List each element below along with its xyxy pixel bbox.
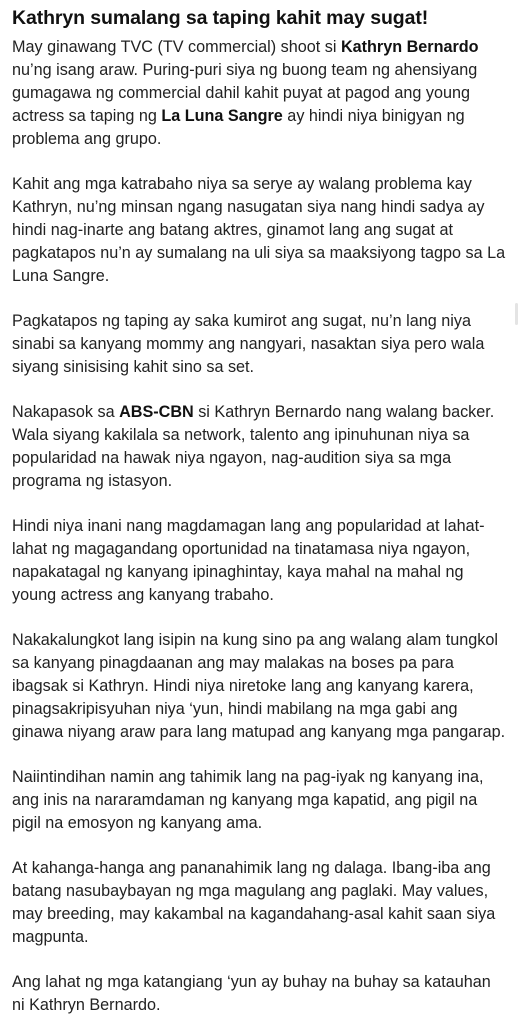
- paragraph-4: [12, 401, 506, 493]
- paragraph-7: Naiintindihan namin ang tahimik lang na pag-iyak ng kanyang ina, ang inis na nararamdaman ng kanyang mga kapatid, ang pigil na pigil na emosyon ng kanyang ama.: [12, 768, 484, 832]
- paragraph-1-text-e: ay hindi niya binigyan ng problema ang grupo.: [12, 107, 465, 148]
- paragraph-5: Hindi niya inani nang magdamagan lang ang popularidad at lahat-lahat ng magagandang oportunidad na tinatamasa niya ngayon, napakatagal ng kanyang ipinaghintay, kaya mahal na mahal ng young actress ang kanyang trabaho.: [12, 517, 485, 604]
- paragraph-1-text-c: nu’ng isang araw. Puring-puri siya ng buong team ng ahensiyang gumagawa ng commercial dahil kahit puyat at pagod ang young actress sa taping ng: [12, 61, 478, 125]
- paragraph-4-text-c: si Kathryn Bernardo nang walang backer. Wala siyang kakilala sa network, talento ang ipinuhunan niya sa popularidad na hawak niya ngayon, nag-audition siya sa mga programa ng istasyon.: [12, 403, 495, 490]
- paragraph-4-text-a: Nakapasok sa: [12, 403, 120, 421]
- network-abs-cbn: ABS-CBN: [119, 403, 194, 421]
- paragraph-9: Ang lahat ng mga katangiang ‘yun ay buhay na buhay sa katauhan ni Kathryn Bernardo.: [12, 973, 491, 1014]
- article-headline: Kathryn sumalang sa taping kahit may sugat!: [12, 7, 429, 29]
- paragraph-8: At kahanga-hanga ang pananahimik lang ng dalaga. Ibang-iba ang batang nasubaybayan ng mga magulang ang paglaki. May values, may breeding, may kakambal na kagandahang-asal kahit saan siya magpunta.: [12, 859, 496, 946]
- paragraph-6: Nakakalungkot lang isipin na kung sino pa ang walang alam tungkol sa kanyang pinagdaanan ang may malakas na boses pa para ibagsak si Kathryn. Hindi niya niretoke lang ang kanyang karera, pinagsakripisyuhan niya ‘yun, hindi mabilang na mga gabi ang ginawa niyang araw para lang matupad ang kanyang mga pangarap.: [12, 631, 506, 741]
- paragraph-2: Kahit ang mga katrabaho niya sa serye ay walang problema kay Kathryn, nu’ng minsan ngang nasugatan siya nang hindi sadya ay hindi nag-inarte ang batang aktres, ginamot lang ang sugat at pagkatapos nu’n ay sumalang na uli siya sa maaksiyong tagpo sa La Luna Sangre.: [12, 175, 506, 285]
- paragraph-1: [12, 36, 506, 151]
- paragraph-1-text-a: May ginawang TVC (TV commercial) shoot si: [12, 38, 341, 56]
- show-title-la-luna-sangre: La Luna Sangre: [161, 107, 283, 125]
- name-kathryn-bernardo: Kathryn Bernardo: [340, 38, 479, 56]
- paragraph-3: Pagkatapos ng taping ay saka kumirot ang sugat, nu’n lang niya sinabi sa kanyang mommy ang nangyari, nasaktan siya pero wala siyang sinisising kahit sino sa set.: [12, 312, 485, 376]
